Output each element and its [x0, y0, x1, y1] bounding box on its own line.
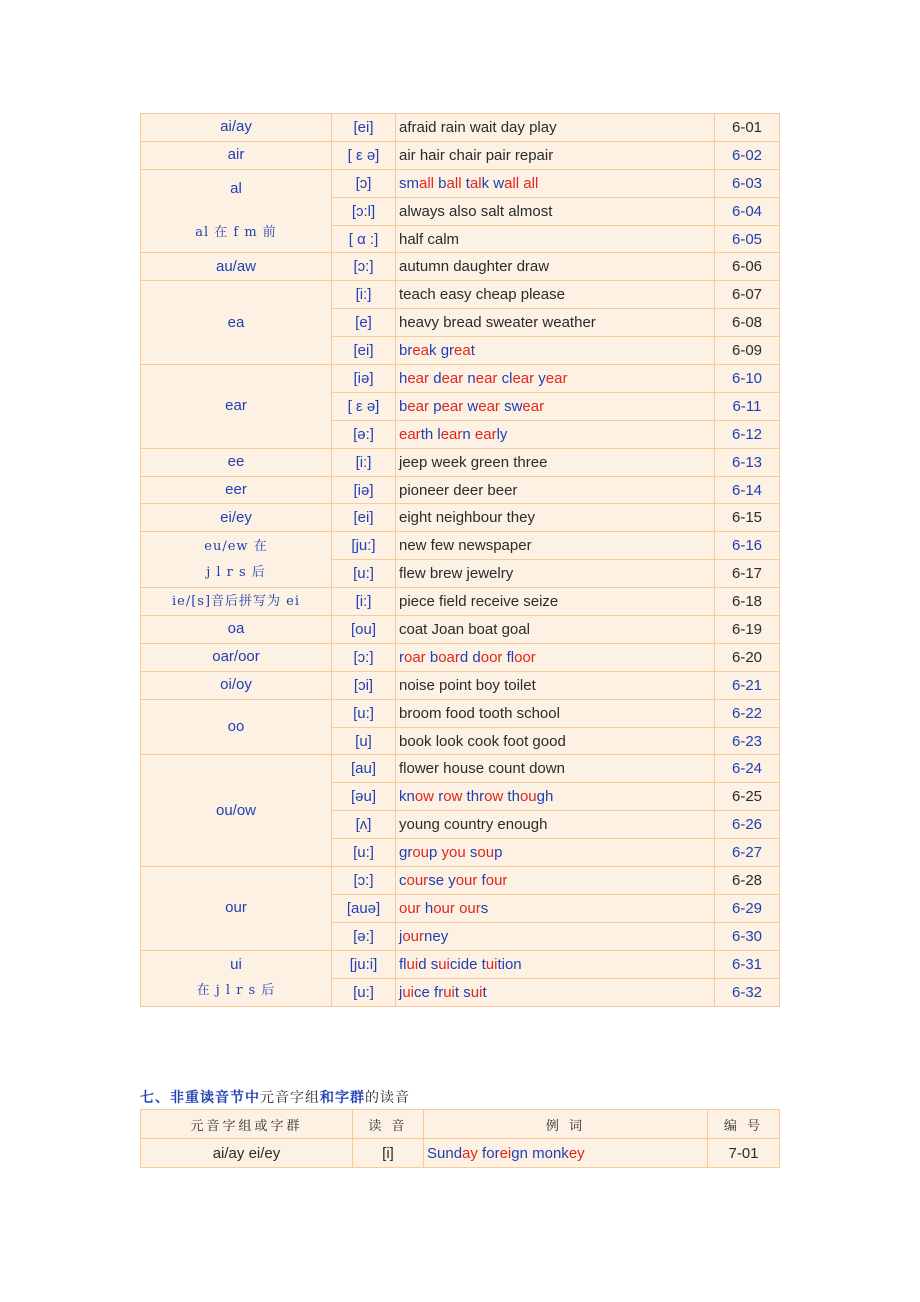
example-segment: h	[399, 369, 408, 387]
example-segment: ce fr	[414, 983, 444, 1001]
example-segment: ow	[414, 788, 435, 806]
example-segment: autumn daughter draw	[399, 258, 550, 276]
group-label: 在 j l r s 后	[196, 983, 276, 999]
phonetic-cell: [i:]	[332, 448, 396, 476]
example-segment: ear	[407, 397, 430, 415]
phonetic-cell: [ju:]	[332, 532, 396, 560]
phonetic-cell: [ei]	[332, 114, 396, 142]
example-segment: ear	[474, 425, 497, 443]
code-cell: 6-13	[715, 448, 780, 476]
example-segment: al	[469, 174, 482, 192]
phonetic-cell: [ju:i]	[332, 950, 396, 978]
example-segment: ear	[522, 397, 545, 415]
example-words-cell	[396, 783, 715, 811]
table-row	[141, 588, 780, 616]
example-segment: ou	[477, 844, 495, 862]
unstressed-syllable-table	[140, 1109, 780, 1168]
code-cell: 6-23	[715, 727, 780, 755]
table-row	[141, 643, 780, 671]
code-cell: 6-17	[715, 560, 780, 588]
group-cell	[141, 699, 332, 755]
example-segment: t	[482, 983, 487, 1001]
phonetic-cell: [u:]	[332, 560, 396, 588]
example-words-cell	[396, 699, 715, 727]
phonetic-cell: [u:]	[332, 978, 396, 1006]
example-segment: air hair chair pair repair	[399, 146, 554, 164]
phonetic-cell: [ɔ:]	[332, 867, 396, 895]
example-words-cell	[396, 281, 715, 309]
code-cell: 6-01	[715, 114, 780, 142]
code-cell: 6-11	[715, 392, 780, 420]
table-header-row	[141, 1110, 780, 1139]
code-cell: 6-12	[715, 420, 780, 448]
code-cell: 6-05	[715, 225, 780, 253]
example-segment: jeep week green three	[399, 453, 548, 471]
example-segment: b	[399, 397, 408, 415]
code-cell: 6-29	[715, 894, 780, 922]
example-segment: book look cook foot good	[399, 732, 566, 750]
group-label: au/aw	[215, 257, 257, 275]
example-segment: n	[463, 369, 476, 387]
example-segment: fl	[399, 955, 407, 973]
example-words-cell	[396, 950, 715, 978]
phonetic-cell: [ɔi]	[332, 671, 396, 699]
code-cell: 6-07	[715, 281, 780, 309]
example-segment: ear	[441, 369, 464, 387]
example-segment: ly	[496, 425, 508, 443]
group-cell	[141, 532, 332, 588]
example-segment: all	[446, 174, 462, 192]
example-segment: br	[399, 342, 413, 360]
group-label: ee	[227, 453, 245, 471]
example-segment: afraid rain wait day play	[399, 118, 557, 136]
example-words-cell	[396, 365, 715, 393]
example-segment: tion	[497, 955, 522, 973]
group-cell	[141, 671, 332, 699]
example-words-cell	[396, 225, 715, 253]
group-cell	[141, 504, 332, 532]
group-label: ei/ey	[220, 508, 252, 526]
code-cell: 6-14	[715, 476, 780, 504]
group-cell	[141, 169, 332, 253]
phonetic-cell: [i:]	[332, 281, 396, 309]
example-words-cell	[396, 337, 715, 365]
example-segment: Sund	[427, 1144, 463, 1162]
code-cell: 6-16	[715, 532, 780, 560]
section-seven-heading	[140, 1087, 410, 1107]
example-segment: ey	[568, 1144, 585, 1162]
example-segment: p	[429, 397, 442, 415]
example-segment: b	[425, 648, 439, 666]
example-segment: ay	[462, 1144, 478, 1162]
table-row	[141, 141, 780, 169]
table-row	[141, 169, 780, 197]
example-segment: f	[477, 871, 486, 889]
example-segment: s	[480, 899, 489, 917]
example-segment: our	[406, 871, 429, 889]
example-segment: heavy bread sweater weather	[399, 314, 596, 332]
example-segment: k w	[481, 174, 505, 192]
example-segment: oar	[438, 648, 460, 666]
example-words-cell	[396, 504, 715, 532]
code-cell: 6-25	[715, 783, 780, 811]
example-segment: gn monk	[511, 1144, 569, 1162]
phonetic-cell: [ou]	[332, 616, 396, 644]
code-cell: 6-15	[715, 504, 780, 532]
phonetic-cell: [iə]	[332, 476, 396, 504]
example-segment: teach easy cheap please	[399, 286, 565, 304]
example-segment: b	[434, 174, 447, 192]
example-segment: fl	[502, 648, 515, 666]
row-example	[424, 1139, 708, 1168]
example-segment: ear	[441, 397, 464, 415]
example-segment: oor	[514, 648, 536, 666]
example-segment: t s	[454, 983, 471, 1001]
group-label: ea	[227, 313, 245, 331]
example-segment: ou	[412, 844, 430, 862]
example-segment: th	[503, 788, 520, 806]
example-segment: flew brew jewelry	[399, 565, 514, 583]
example-segment: ear	[478, 397, 500, 415]
code-cell: 6-04	[715, 197, 780, 225]
example-words-cell	[396, 588, 715, 616]
example-words-cell	[396, 448, 715, 476]
example-segment: gh	[536, 788, 554, 806]
example-words-cell	[396, 560, 715, 588]
table-row	[141, 448, 780, 476]
example-words-cell	[396, 392, 715, 420]
example-segment: s	[465, 844, 478, 862]
table-row	[141, 253, 780, 281]
group-cell	[141, 253, 332, 281]
group-cell	[141, 588, 332, 616]
example-segment: ui	[402, 983, 415, 1001]
example-segment: c	[399, 871, 407, 889]
example-segment: t	[461, 174, 470, 192]
example-segment: young country enough	[399, 816, 548, 834]
example-segment: cl	[497, 369, 513, 387]
phonetic-cell: [u:]	[332, 839, 396, 867]
example-segment: ear	[399, 425, 421, 443]
example-segment: ei	[499, 1144, 512, 1162]
group-label: ear	[225, 397, 247, 415]
example-segment: ow	[443, 788, 463, 806]
example-segment: sm	[399, 174, 419, 192]
phonetic-cell: [ ε ə]	[332, 141, 396, 169]
example-words-cell	[396, 894, 715, 922]
group-cell	[141, 476, 332, 504]
example-words-cell	[396, 811, 715, 839]
example-segment: our	[399, 899, 421, 917]
table-row	[141, 671, 780, 699]
table-row	[141, 1139, 780, 1168]
header-group: 元音字组或字群	[141, 1110, 353, 1139]
example-segment: w	[463, 397, 479, 415]
code-cell: 6-02	[715, 141, 780, 169]
example-words-cell	[396, 867, 715, 895]
example-words-cell	[396, 141, 715, 169]
group-label: al 在 f m 前	[195, 225, 277, 241]
row-phonetic: [i]	[353, 1139, 424, 1168]
example-segment: j	[399, 927, 403, 945]
example-segment: r	[434, 788, 444, 806]
heading-segment: 七、非重读音节中	[140, 1090, 260, 1106]
header-example: 例 词	[424, 1110, 708, 1139]
example-words-cell	[396, 309, 715, 337]
code-cell: 6-20	[715, 643, 780, 671]
example-segment: r	[399, 648, 404, 666]
group-label: air	[227, 146, 245, 164]
code-cell: 6-06	[715, 253, 780, 281]
group-cell	[141, 755, 332, 867]
example-segment: ui	[438, 955, 450, 973]
example-words-cell	[396, 169, 715, 197]
phonetic-cell: [e]	[332, 309, 396, 337]
example-segment: noise point boy toilet	[399, 676, 536, 694]
example-segment: all	[523, 174, 539, 192]
group-cell	[141, 281, 332, 365]
example-words-cell	[396, 643, 715, 671]
example-words-cell	[396, 727, 715, 755]
example-segment: cide t	[449, 955, 486, 973]
example-segment: d s	[418, 955, 439, 973]
example-segment: new few newspaper	[399, 537, 532, 555]
phonetic-cell: [u]	[332, 727, 396, 755]
code-cell: 6-24	[715, 755, 780, 783]
example-segment: oar	[404, 648, 426, 666]
code-cell: 6-26	[715, 811, 780, 839]
phonetic-cell: [ɔ:]	[332, 643, 396, 671]
group-cell	[141, 114, 332, 142]
example-words-cell	[396, 978, 715, 1006]
code-cell: 6-31	[715, 950, 780, 978]
example-segment: our	[485, 871, 508, 889]
heading-segment: 元音字组	[260, 1090, 320, 1106]
code-cell: 6-03	[715, 169, 780, 197]
group-label: oar/oor	[212, 648, 260, 666]
table-row	[141, 755, 780, 783]
example-segment: ui	[470, 983, 483, 1001]
example-segment: d d	[459, 648, 481, 666]
phonetic-cell: [ ε ə]	[332, 392, 396, 420]
example-segment: coat Joan boat goal	[399, 620, 530, 638]
group-label: eu/ew 在	[204, 538, 268, 554]
example-segment: all	[419, 174, 435, 192]
example-segment: our	[455, 871, 478, 889]
example-segment: p	[429, 844, 442, 862]
row-group: ai/ay ei/ey	[141, 1139, 353, 1168]
code-cell: 6-09	[715, 337, 780, 365]
table-row	[141, 365, 780, 393]
code-cell: 6-22	[715, 699, 780, 727]
table-row	[141, 504, 780, 532]
phonetic-cell: [u:]	[332, 699, 396, 727]
example-segment: sw	[499, 397, 523, 415]
example-segment: ea	[454, 342, 471, 360]
group-label: ou/ow	[215, 801, 257, 819]
code-cell: 6-28	[715, 867, 780, 895]
example-words-cell	[396, 420, 715, 448]
group-cell	[141, 448, 332, 476]
header-code: 编 号	[708, 1110, 780, 1139]
example-segment: j	[399, 983, 403, 1001]
table-row	[141, 476, 780, 504]
example-segment: ear	[512, 369, 535, 387]
group-label: al	[230, 180, 242, 198]
header-phonetic: 读 音	[353, 1110, 424, 1139]
example-words-cell	[396, 922, 715, 950]
group-label: oo	[227, 718, 245, 736]
example-segment: d	[429, 369, 442, 387]
example-segment: ear	[407, 369, 430, 387]
phonetic-cell: [ei]	[332, 504, 396, 532]
code-cell: 6-21	[715, 671, 780, 699]
example-words-cell	[396, 839, 715, 867]
group-cell	[141, 616, 332, 644]
example-segment: all	[504, 174, 520, 192]
group-label: j l r s 后	[206, 564, 266, 580]
row-code: 7-01	[708, 1139, 780, 1168]
example-segment: ea	[412, 342, 430, 360]
example-segment: ear	[440, 425, 463, 443]
phonetic-cell: [ɔ]	[332, 169, 396, 197]
code-cell: 6-08	[715, 309, 780, 337]
phonetic-cell: [ɔ:]	[332, 253, 396, 281]
phonetic-cell: [ʌ]	[332, 811, 396, 839]
example-segment: thr	[462, 788, 485, 806]
vowel-combination-table	[140, 113, 780, 1007]
phonetic-cell: [iə]	[332, 365, 396, 393]
code-cell: 6-27	[715, 839, 780, 867]
example-segment: th l	[420, 425, 441, 443]
example-segment: our	[433, 899, 455, 917]
group-cell	[141, 365, 332, 449]
example-words-cell	[396, 114, 715, 142]
group-cell	[141, 643, 332, 671]
phonetic-cell: [ɔ:l]	[332, 197, 396, 225]
example-words-cell	[396, 532, 715, 560]
phonetic-cell: [ə:]	[332, 420, 396, 448]
phonetic-cell: [ə:]	[332, 922, 396, 950]
example-segment: gr	[399, 844, 413, 862]
example-segment: se y	[428, 871, 456, 889]
group-label: our	[225, 899, 247, 917]
example-words-cell	[396, 197, 715, 225]
group-label: ie/[s]音后拼写为 ei	[171, 593, 301, 609]
phonetic-cell: [ei]	[332, 337, 396, 365]
example-segment: half calm	[399, 230, 460, 248]
group-cell	[141, 867, 332, 951]
phonetic-cell: [au]	[332, 755, 396, 783]
example-segment: our	[402, 927, 425, 945]
example-segment: ui	[485, 955, 498, 973]
example-segment: eight neighbour they	[399, 509, 535, 527]
group-label: ui	[230, 956, 242, 974]
group-label: oi/oy	[220, 676, 252, 694]
phonetic-cell: [ α :]	[332, 225, 396, 253]
example-segment: always also salt almost	[399, 202, 553, 220]
example-segment: ear	[545, 369, 568, 387]
example-words-cell	[396, 476, 715, 504]
example-segment: pioneer deer beer	[399, 481, 518, 499]
code-cell: 6-10	[715, 365, 780, 393]
vowel-table-body	[141, 114, 780, 1007]
example-segment: you	[441, 844, 466, 862]
code-cell: 6-18	[715, 588, 780, 616]
example-segment: ow	[484, 788, 504, 806]
example-words-cell	[396, 755, 715, 783]
example-segment: k gr	[429, 342, 455, 360]
table-row	[141, 281, 780, 309]
code-cell: 6-32	[715, 978, 780, 1006]
phonetic-cell: [i:]	[332, 588, 396, 616]
example-segment: ou	[519, 788, 537, 806]
example-segment: oor	[480, 648, 503, 666]
example-segment: y	[534, 369, 546, 387]
group-label: oa	[227, 620, 245, 638]
table-row	[141, 699, 780, 727]
example-segment: piece field receive seize	[399, 593, 559, 611]
example-segment: for	[477, 1144, 500, 1162]
example-words-cell	[396, 616, 715, 644]
table-row	[141, 114, 780, 142]
example-words-cell	[396, 671, 715, 699]
code-cell: 6-19	[715, 616, 780, 644]
table-row	[141, 867, 780, 895]
example-segment: flower house count down	[399, 760, 565, 778]
example-segment: ney	[424, 927, 449, 945]
group-label: ai/ay	[220, 118, 252, 136]
example-segment: h	[420, 899, 434, 917]
code-cell: 6-30	[715, 922, 780, 950]
example-segment: ui	[406, 955, 419, 973]
group-label: eer	[225, 481, 247, 499]
phonetic-cell: [auə]	[332, 894, 396, 922]
example-segment: our	[459, 899, 481, 917]
example-segment: ui	[443, 983, 455, 1001]
example-segment: ear	[475, 369, 498, 387]
example-segment: p	[494, 844, 503, 862]
example-segment: n	[462, 425, 475, 443]
example-segment: t	[470, 342, 475, 360]
group-cell	[141, 950, 332, 1006]
heading-segment: 和字群	[320, 1090, 365, 1106]
example-segment: kn	[399, 788, 415, 806]
table-row	[141, 616, 780, 644]
table-row	[141, 950, 780, 978]
group-cell	[141, 141, 332, 169]
heading-segment: 的读音	[365, 1090, 410, 1106]
example-words-cell	[396, 253, 715, 281]
table-row	[141, 532, 780, 560]
example-segment: broom food tooth school	[399, 704, 560, 722]
phonetic-cell: [əu]	[332, 783, 396, 811]
